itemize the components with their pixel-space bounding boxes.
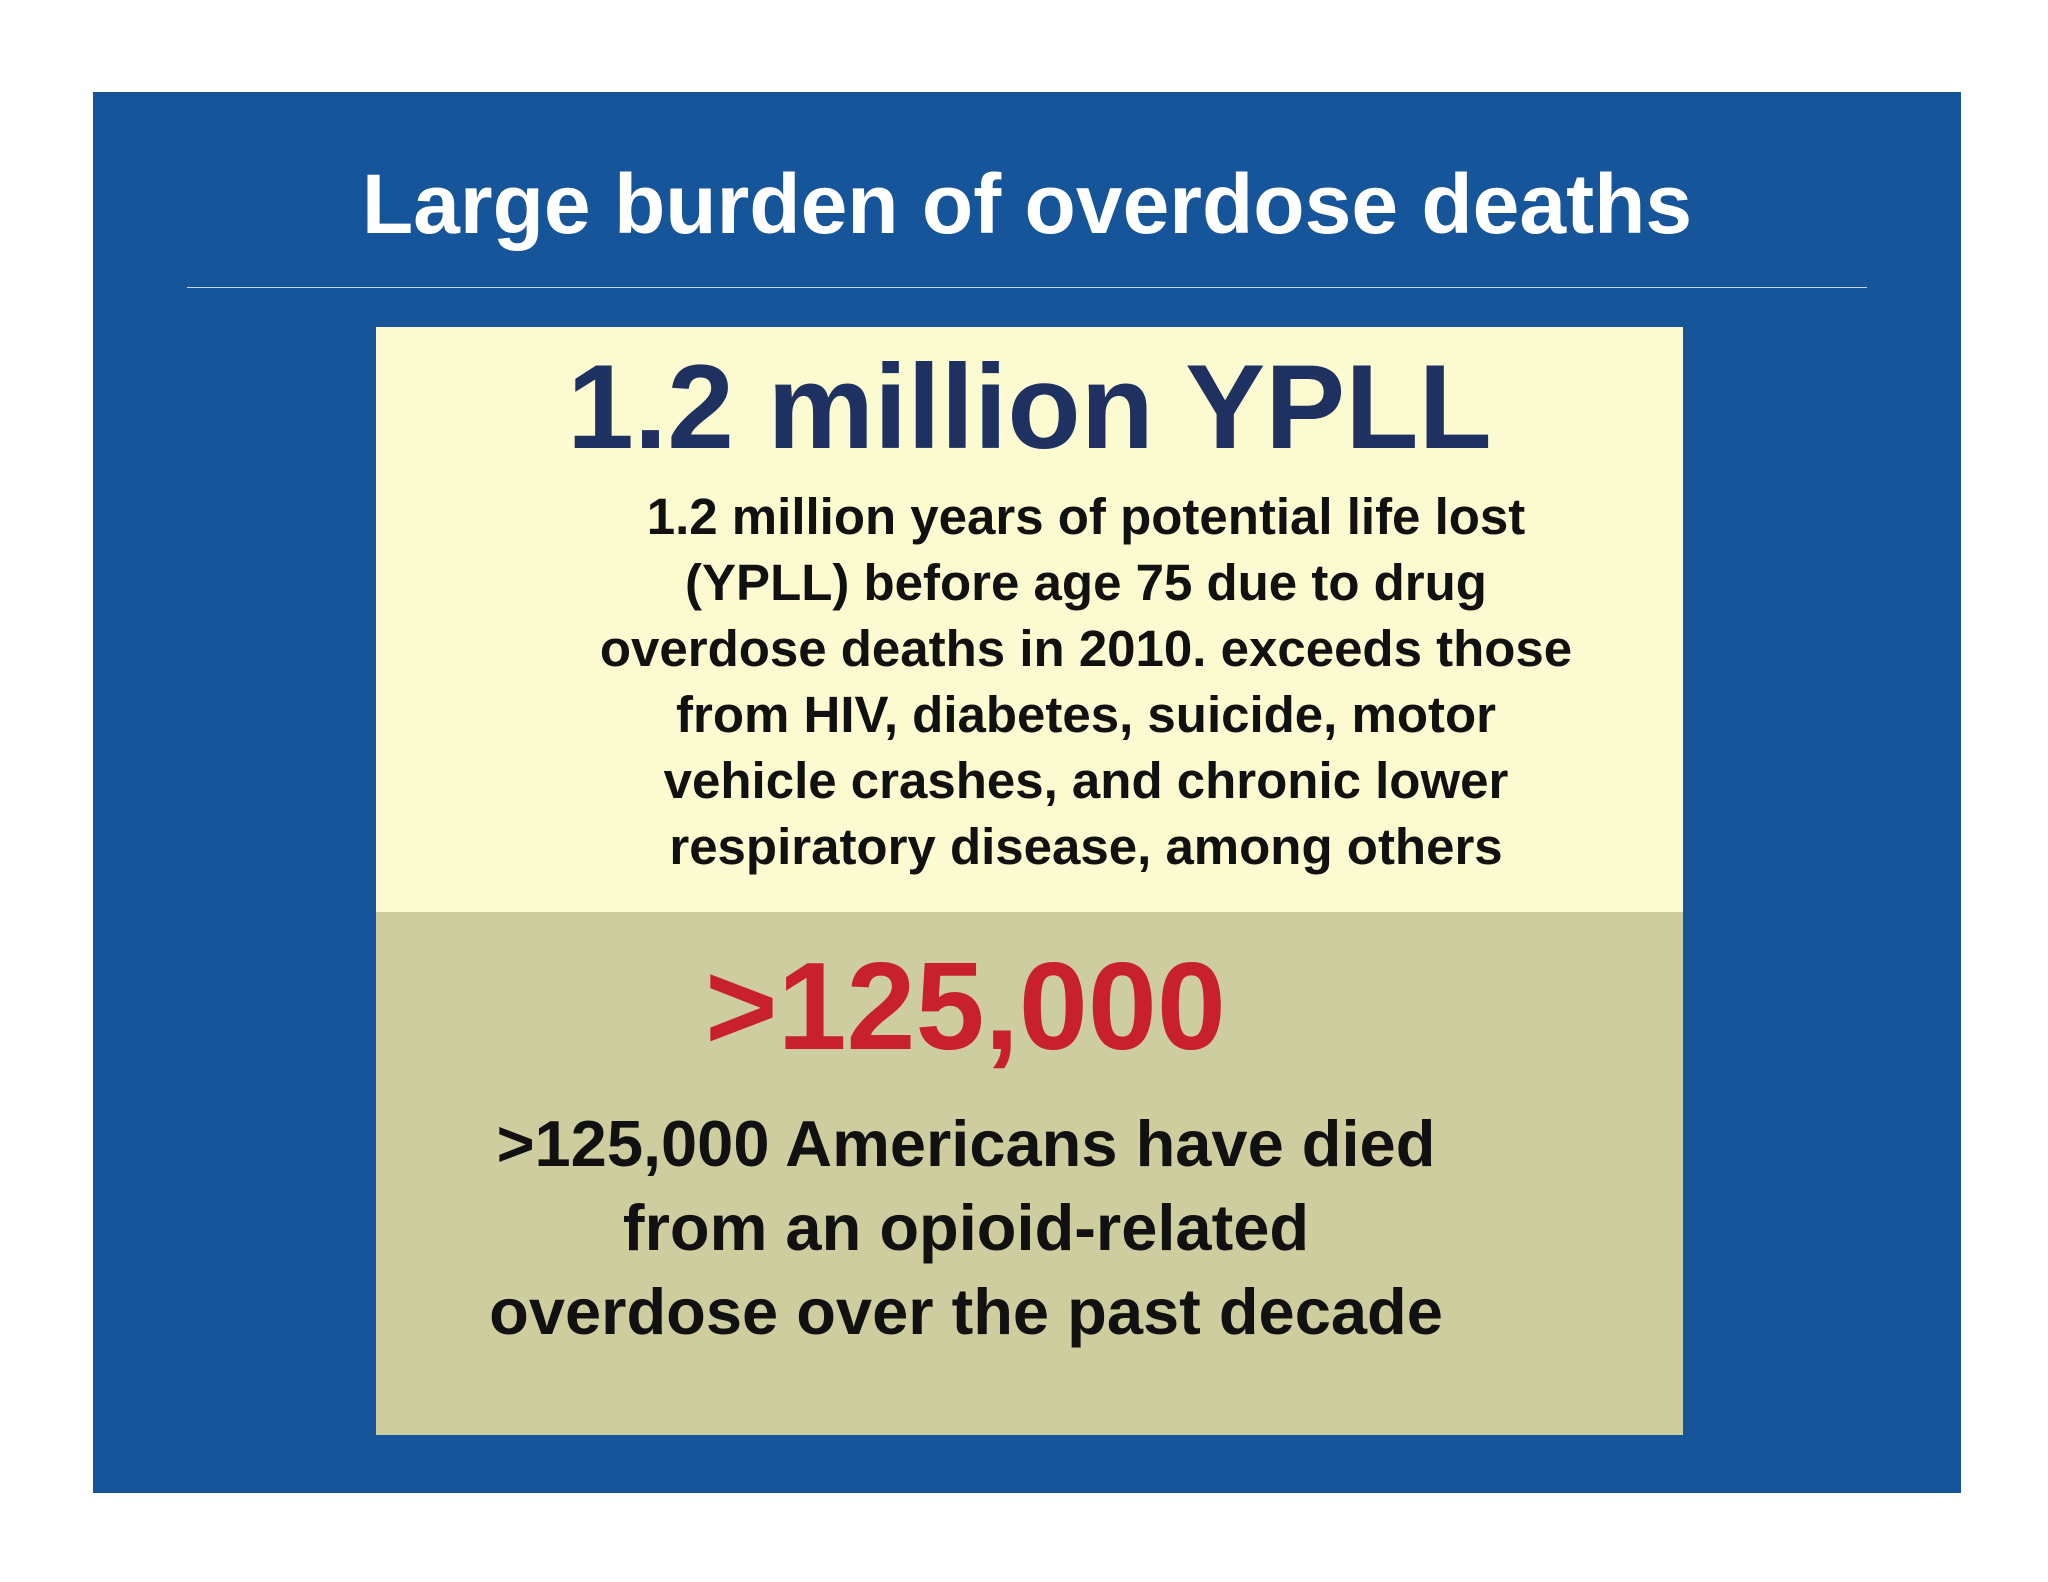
ypll-description <box>546 484 1626 880</box>
deaths-description-line: overdose over the past decade <box>489 1275 1443 1348</box>
ypll-panel <box>376 327 1683 912</box>
deaths-description <box>436 1102 1496 1354</box>
deaths-panel <box>376 912 1683 1435</box>
title-divider <box>187 287 1867 288</box>
ypll-description-line: overdose deaths in 2010. exceeds those <box>599 620 1573 677</box>
ypll-description-line: 1.2 million years of potential life lost <box>646 488 1526 545</box>
deaths-description-line: from an opioid-related <box>622 1191 1310 1264</box>
ypll-description-line: from HIV, diabetes, suicide, motor <box>676 686 1496 743</box>
slide-title: Large burden of overdose deaths <box>361 157 1693 251</box>
ypll-headline: 1.2 million YPLL <box>567 340 1492 474</box>
ypll-description-line: (YPLL) before age 75 due to drug <box>685 554 1487 611</box>
ypll-description-line: vehicle crashes, and chronic lower <box>663 752 1509 809</box>
ypll-description-line: respiratory disease, among others <box>669 818 1503 875</box>
slide <box>93 92 1961 1493</box>
deaths-headline: >125,000 <box>705 938 1226 1076</box>
deaths-description-line: >125,000 Americans have died <box>496 1107 1436 1180</box>
